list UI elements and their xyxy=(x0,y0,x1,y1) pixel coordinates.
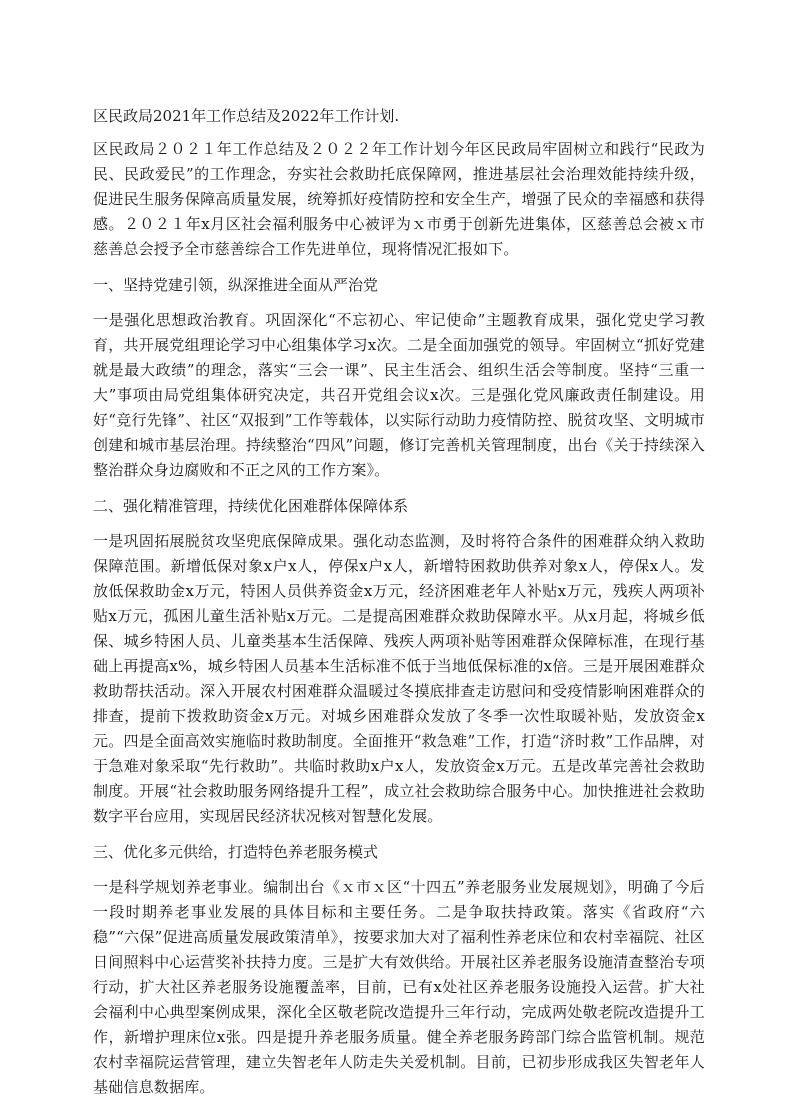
intro-paragraph: 区民政局２０２１年工作总结及２０２２年工作计划今年区民政局牢固树立和践行“民政为民、民政爱民”的工作理念，夯实社会救助托底保障网，推进基层社会治理效能持续升级，促进民生服务保障高质量发展，统筹抓好疫情防控和安全生产，增强了民众的幸福感和获得感。２０２１年x月区社会福利服务中心被评为ｘ市勇于创新先进集体，区慈善总会被ｘ市慈善总会授予全市慈善综合工作先进单位，现将情况汇报如下。 xyxy=(93,140,705,258)
section-heading-party-building: 一、坚持党建引领，纵深推进全面从严治党 xyxy=(93,276,379,294)
section-heading-assistance: 二、强化精准管理，持续优化困难群体保障体系 xyxy=(93,497,409,515)
section-body-party-building: 一是强化思想政治教育。巩固深化“不忘初心、牢记使命”主题教育成果，强化党史学习教育，共开展党组理论学习中心组集体学习x次。二是全面加强党的领导。牢固树立“抓好党建就是最大政绩”的理念，落实“三会一课”、民主生活会、组织生活会等制度。坚持“三重一大”事项由局党组集体研究决定，共召开党组会议x次。三是强化党风廉政责任制建设。用好“竞行先锋”、社区“双报到”工作等载体，以实际行动助力疫情防控、脱贫攻坚、文明城市创建和城市基层治理。持续整治“四风”问题，修订完善机关管理制度，出台《关于持续深入整治群众身边腐败和不正之风的工作方案》。 xyxy=(93,311,705,479)
document-page xyxy=(93,103,705,1110)
section-body-assistance: 一是巩固拓展脱贫攻坚兜底保障成果。强化动态监测，及时将符合条件的困难群众纳入救助保障范围。新增低保对象x户x人，停保x户x人，新增特困救助供养对象x人，停保x人。发放低保救助金x万元，特困人员供养资金x万元，经济困难老年人补贴x万元，残疾人两项补贴x万元，孤困儿童生活补贴x万元。二是提高困难群众救助保障水平。从x月起，将城乡低保、城乡特困人员、儿童类基本生活保障、残疾人两项补贴等困难群众保障标准，在现行基础上再提高x%，城乡特困人员基本生活标准不低于当地低保标准的x倍。三是开展困难群众救助帮扶活动。深入开展农村困难群众温暖过冬摸底排查走访慰问和受疫情影响困难群众的排查，提前下拨救助资金x万元。对城乡困难群众发放了冬季一次性取暖补贴，发放资金x元。四是全面高效实施临时救助制度。全面推开“救急难”工作，打造“济时救”工作品牌，对于急难对象采取“先行救助”。共临时救助x户x人，发放资金x万元。五是改革完善社会救助制度。开展“社会救助服务网络提升工程”，成立社会救助综合服务中心。加快推进社会救助数字平台应用，实现居民经济状况核对智慧化发展。 xyxy=(93,532,705,825)
document-title: 区民政局2021年工作总结及2022年工作计划. xyxy=(93,107,400,125)
section-heading-elderly-care: 三、优化多元供给，打造特色养老服务模式 xyxy=(93,843,379,861)
section-body-elderly-care: 一是科学规划养老事业。编制出台《ｘ市ｘ区“十四五”养老服务业发展规划》，明确了今后一段时期养老事业发展的具体目标和主要任务。二是争取扶持政策。落实《省政府“六稳”“六保”促进高质量发展政策清单》，按要求加大对了福利性养老床位和农村幸福院、社区日间照料中心运营奖补扶持力度。三是扩大有效供给。开展社区养老服务设施清查整治专项行动，扩大社区养老服务设施覆盖率，目前，已有x处社区养老服务设施投入运营。扩大社会福利中心典型案例成果，深化全区敬老院改造提升三年行动，完成两处敬老院改造提升工作，新增护理床位x张。四是提升养老服务质量。健全养老服务跨部门综合监管机制。规范农村幸福院运营管理，建立失智老年人防走失关爱机制。目前，已初步形成我区失智老年人基础信息数据库。 xyxy=(93,878,705,1096)
